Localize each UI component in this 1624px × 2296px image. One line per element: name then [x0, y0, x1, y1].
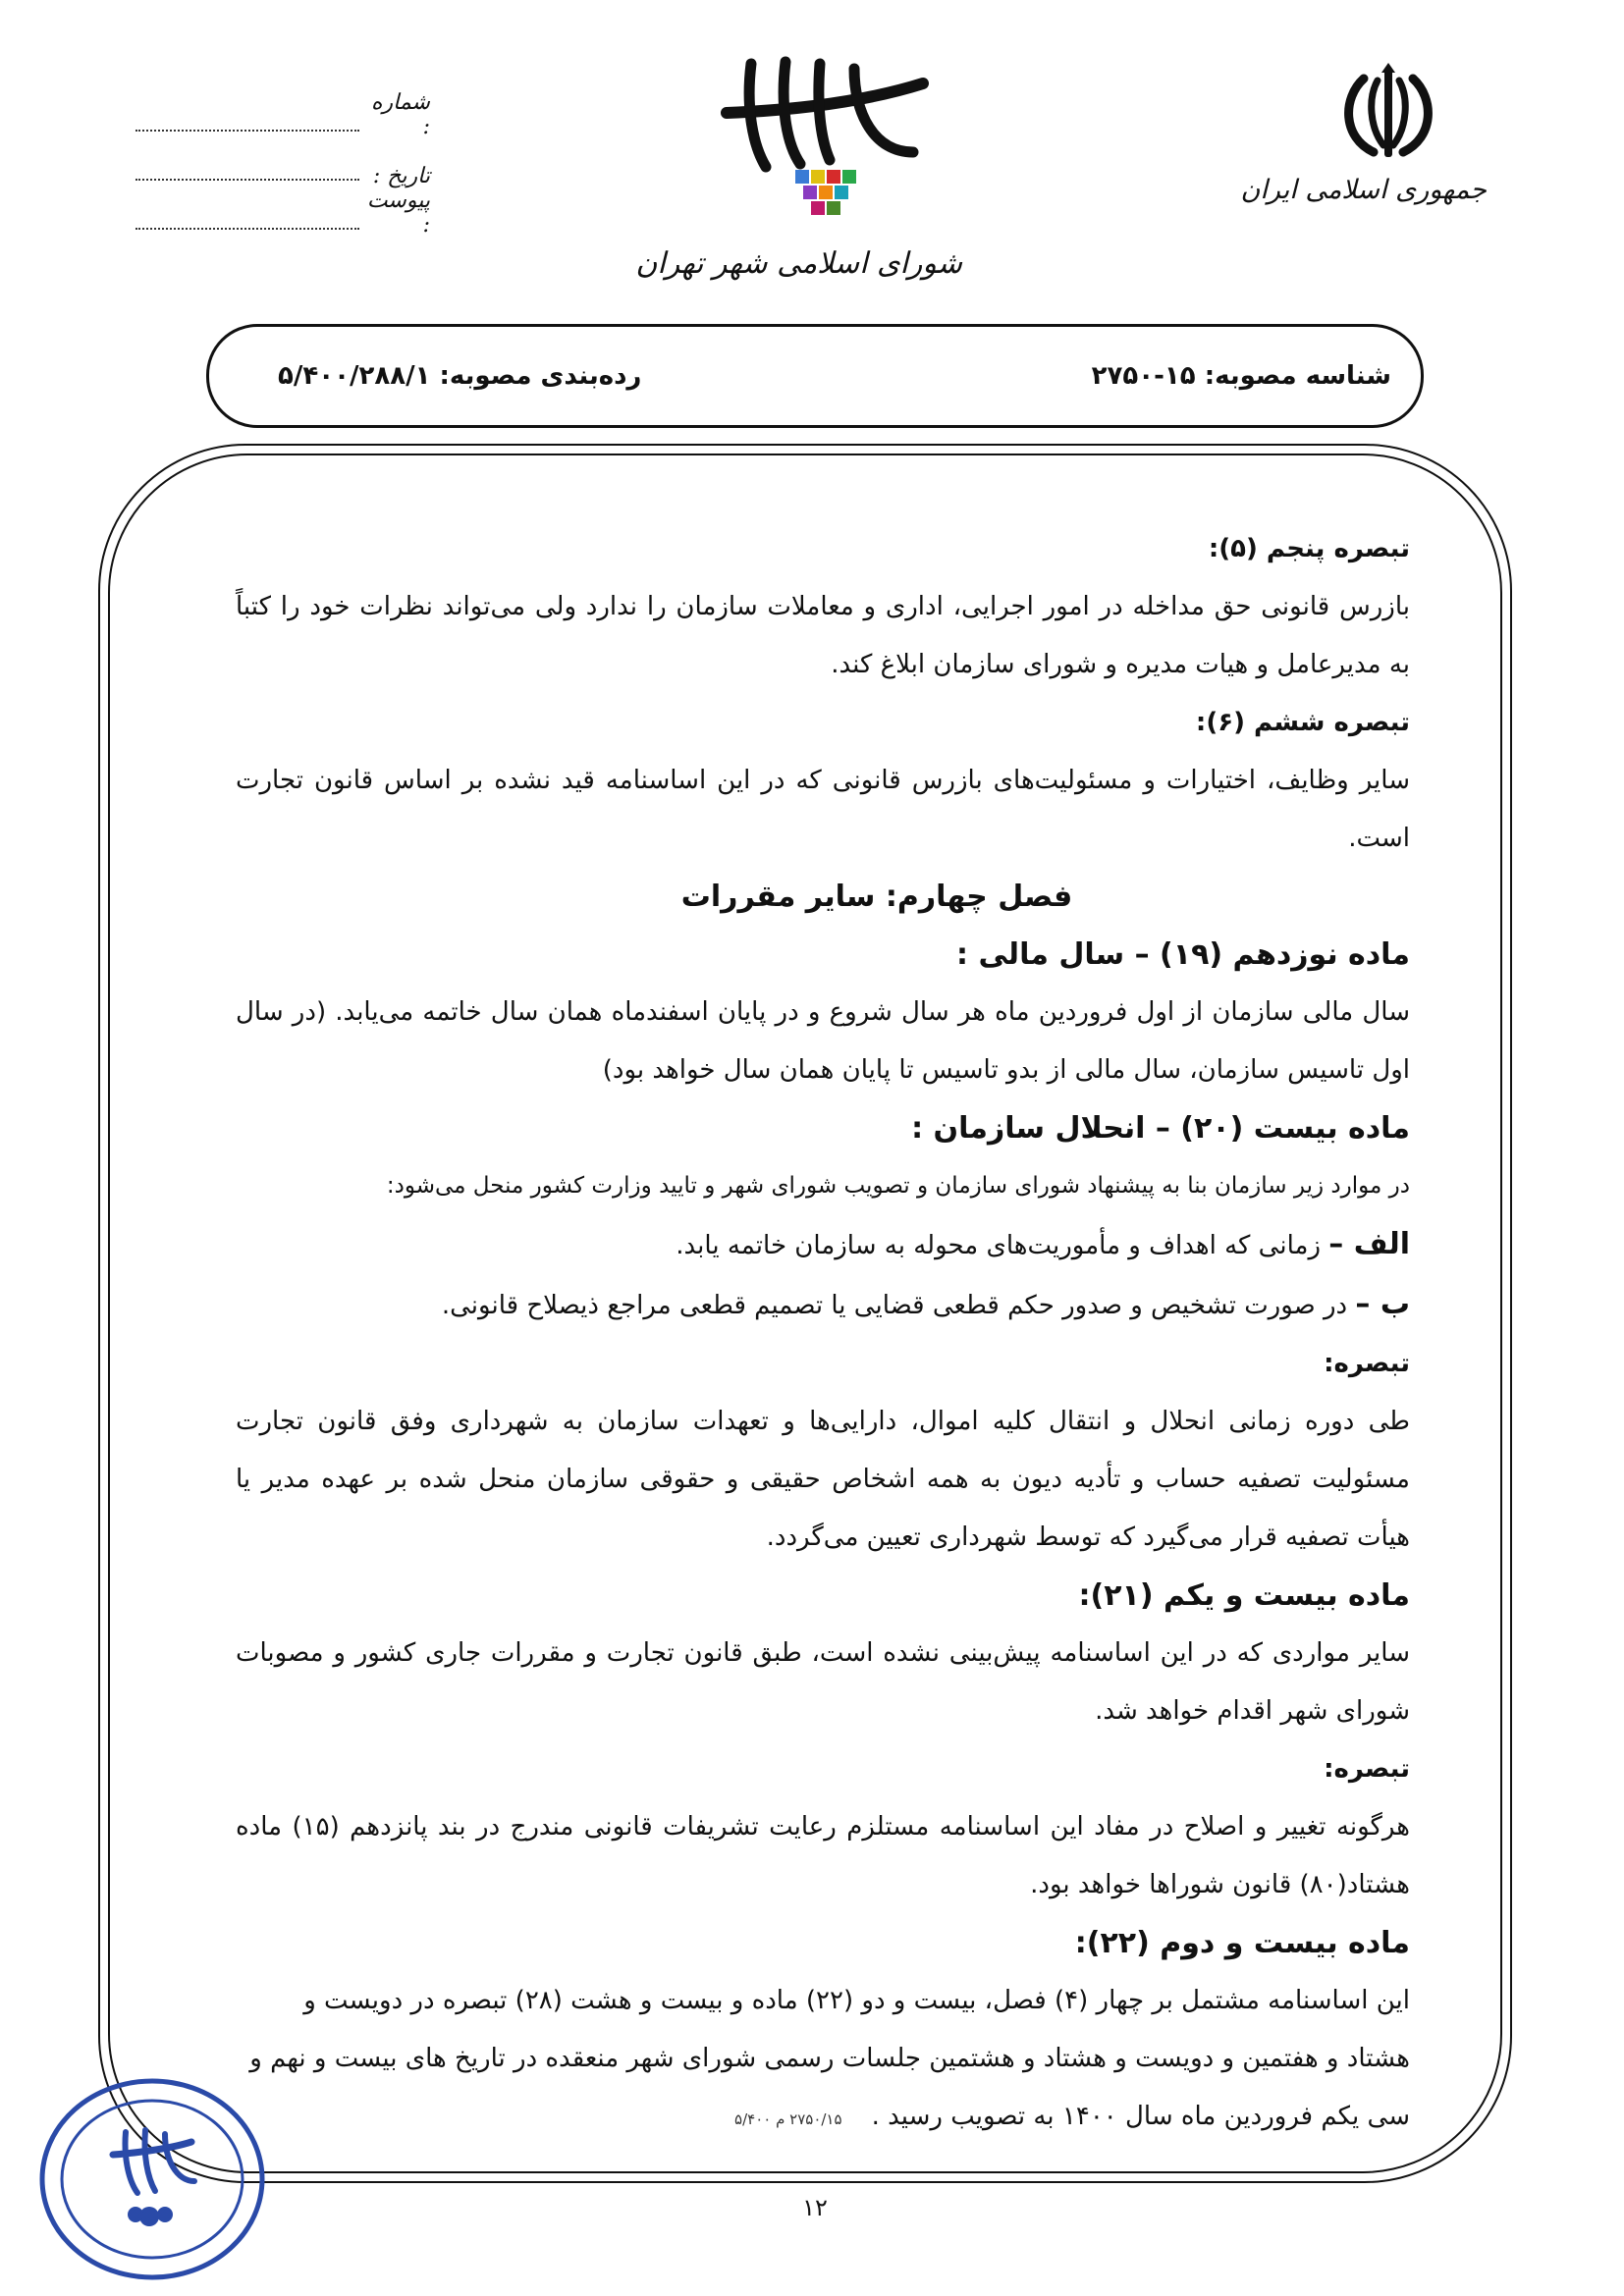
iran-emblem-icon — [1334, 59, 1442, 167]
article20-title: ماده بیست (۲۰) – انحلال سازمان : — [911, 1111, 1410, 1146]
resolution-id-box — [206, 324, 1424, 428]
chapter4-title: فصل چهارم: سایر مقررات — [680, 880, 1073, 914]
article21-text: سایر مواردی که در این اساسنامه پیش‌بینی نشده است، طبق قانون تجارت و مقررات جاری کشور و مصوبات شورای شهر اقدام خواهد شد. — [236, 1638, 1410, 1726]
attachment-label: پیوست : — [366, 188, 430, 238]
date-field — [135, 139, 430, 188]
attachment-dotted-line — [135, 218, 359, 230]
article22-body: این اساسنامه مشتمل بر چهار (۴) فصل، بیست و دو (۲۲) ماده و بیست و هشت (۲۸) تبصره در دویست و هشتاد و هفتمین و دویست و هشتاد و هشتمین جلسات رسمی شورای شهر منعقده در تاریخ های بیست و نهم و سی یکم فروردین ماه سال ۱۴۰۰ به تصویب رسید . — [249, 1986, 1410, 2131]
number-field — [135, 90, 430, 139]
article22-text — [236, 1972, 1410, 2149]
letter-meta-fields — [135, 90, 430, 238]
council-logo — [635, 54, 962, 281]
note5-text: بازرس قانونی حق مداخله در امور اجرایی، اداری و معاملات سازمان را ندارد ولی می‌تواند نظرات خود را کتباً به مدیرعامل و هیات مدیره و شورای سازمان ابلاغ کند. — [236, 592, 1410, 679]
article20-intro: در موارد زیر سازمان بنا به پیشنهاد شورای سازمان و تصویب شورای شهر و تایید وزارت کشور منحل می‌شود: — [386, 1173, 1410, 1199]
article20-note-text: طی دوره زمانی انحلال و انتقال کلیه اموال، دارایی‌ها و تعهدات سازمان به شهرداری وفق قانون تجارت مسئولیت تصفیه حساب و تأدیه دیون به همه اشخاص حقیقی و حقوقی سازمان منحل شده بر عهده مدیر یا هیأت تصفیه قرار می‌گیرد که توسط شهرداری تعیین می‌گردد. — [236, 1407, 1410, 1552]
official-seal-icon — [29, 2071, 275, 2287]
number-label: شماره : — [370, 90, 430, 139]
article20-clause-a — [236, 1215, 1410, 1275]
page-number: ۱۲ — [802, 2194, 828, 2221]
article20-note-title: تبصره: — [1324, 1349, 1410, 1378]
resolution-id: شناسه مصوبه: ۱۵-۲۷۵۰ — [1091, 361, 1391, 391]
iran-emblem — [1240, 59, 1487, 205]
council-logo-icon — [707, 54, 943, 240]
article21-note-text: هرگونه تغییر و اصلاح در مفاد این اساسنامه مستلزم رعایت تشریفات قانونی مندرج در بند پانزدهم (۱۵) ماده هشتاد(۸۰) قانون شوراها خواهد بود. — [236, 1812, 1410, 1899]
resolution-classification: رده‌بندی مصوبه: ۵/۴۰۰/۲۸۸/۱ — [278, 361, 642, 391]
article21-title: ماده بیست و یکم (۲۱): — [1078, 1578, 1410, 1613]
clause-b-label: ب – — [1355, 1287, 1410, 1321]
date-label: تاریخ : — [372, 164, 430, 188]
footer-reference: ۲۷۵۰/۱۵ م ۵/۴۰۰ — [734, 2110, 842, 2128]
article19-text: سال مالی سازمان از اول فروردین ماه هر سال شروع و در پایان اسفندماه همان سال خاتمه می‌یابد. (در سال اول تاسیس سازمان، سال مالی از بدو تاسیس تا پایان همان سال خواهد بود) — [236, 997, 1410, 1085]
note6-text: سایر وظایف، اختیارات و مسئولیت‌های بازرس قانونی که در این اساسنامه قید نشده بر اساس قانون تجارت است. — [236, 766, 1410, 853]
date-dotted-line — [135, 169, 359, 181]
clause-a-label: الف – — [1328, 1227, 1410, 1261]
article21-note-title: تبصره: — [1324, 1754, 1410, 1784]
clause-b-text: در صورت تشخیص و صدور حکم قطعی قضایی یا تصمیم قطعی مراجع ذیصلاح قانونی. — [441, 1291, 1356, 1320]
attachment-field — [135, 188, 430, 238]
document-body — [236, 520, 1410, 2149]
article20-clause-b — [236, 1275, 1410, 1335]
article22-title: ماده بیست و دوم (۲۲): — [1074, 1926, 1410, 1960]
iran-caption: جمهوری اسلامی ایران — [1240, 175, 1487, 205]
clause-a-text: زمانی که اهداف و مأموریت‌های محوله به سازمان خاتمه یابد. — [676, 1231, 1329, 1260]
article19-title: ماده نوزدهم (۱۹) – سال مالی : — [956, 937, 1410, 972]
note5-title: تبصره پنجم (۵): — [1208, 534, 1410, 563]
note6-title: تبصره ششم (۶): — [1195, 708, 1410, 737]
number-dotted-line — [135, 120, 359, 132]
council-caption: شورای اسلامی شهر تهران — [635, 246, 962, 281]
